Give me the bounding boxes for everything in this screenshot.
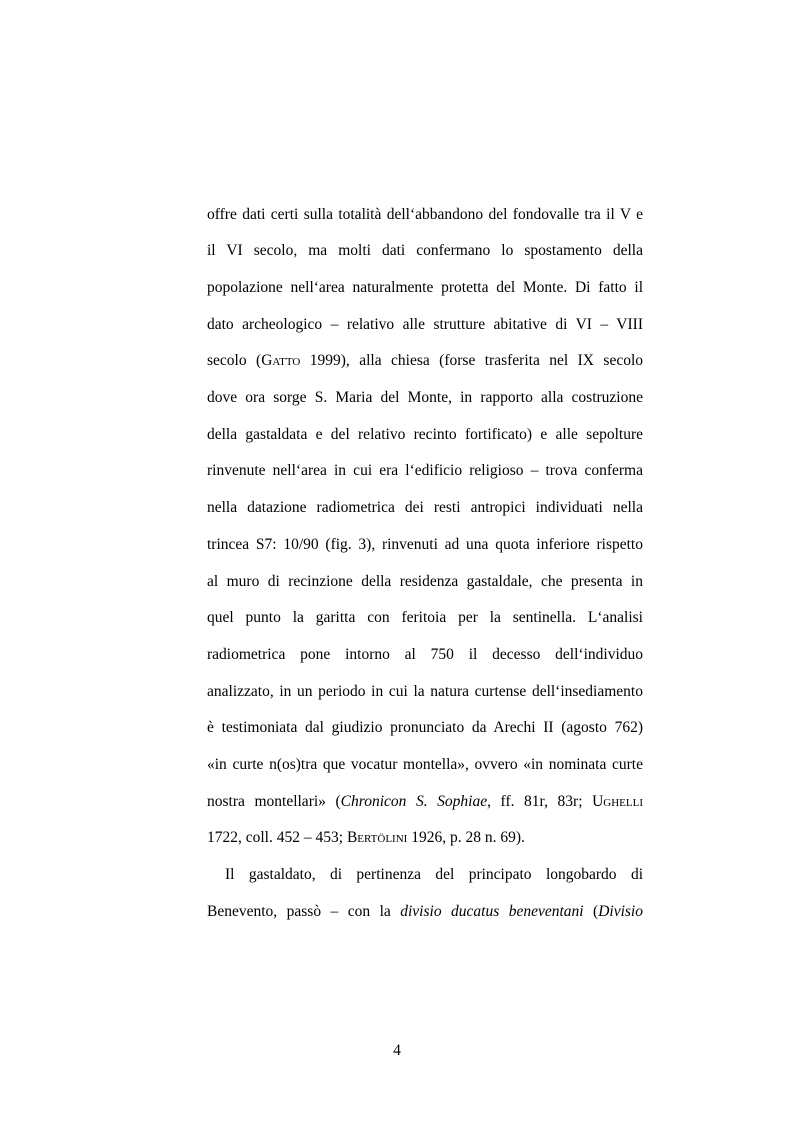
source-title: Chronicon S. Sophiae <box>340 793 488 810</box>
text-line <box>207 350 643 372</box>
text-line: nella datazione radiometrica dei resti antropici individuati nella <box>207 499 643 516</box>
text-line <box>207 791 643 813</box>
author-citation: Bertölini <box>346 829 408 846</box>
text-line: al muro di recinzione della residenza gastaldale, che presenta in <box>207 573 643 590</box>
latin-term: divisio ducatus beneventani <box>400 903 584 920</box>
text-segment: , ff. 81r, 83r; <box>487 793 593 810</box>
text-line: dove ora sorge S. Maria del Monte, in rapporto alla costruzione <box>207 389 643 406</box>
text-line: offre dati certi sulla totalità dell‘abbandono del fondovalle tra il V e <box>207 206 643 223</box>
text-line: della gastaldata e del relativo recinto fortificato) e alle sepolture <box>207 426 643 443</box>
text-line: popolazione nell‘area naturalmente protetta del Monte. Di fatto il <box>207 279 643 296</box>
text-line: analizzato, in un periodo in cui la natura curtense dell‘insediamento <box>207 683 643 700</box>
text-segment: 1722, coll. 452 – 453; <box>207 829 347 846</box>
text-segment: nostra montellari» ( <box>207 793 341 810</box>
text-segment: ( <box>583 903 599 920</box>
author-citation: Ughelli <box>592 793 643 810</box>
latin-term: Divisio <box>598 903 643 920</box>
text-segment: secolo ( <box>207 352 262 369</box>
page-number: 4 <box>393 1042 401 1059</box>
text-line: radiometrica pone intorno al 750 il decesso dell‘individuo <box>207 646 643 663</box>
paragraph-first-line: Il gastaldato, di pertinenza del principato longobardo di <box>225 866 643 883</box>
text-line: è testimoniata dal giudizio pronunciato da Arechi II (agosto 762) <box>207 719 643 736</box>
text-line: trincea S7: 10/90 (fig. 3), rinvenuti ad una quota inferiore rispetto <box>207 536 643 553</box>
text-segment: Benevento, passò – con la <box>207 903 401 920</box>
text-line <box>207 901 643 923</box>
text-line: quel punto la garitta con feritoia per la sentinella. L‘analisi <box>207 609 643 626</box>
text-line: «in curte n(os)tra que vocatur montella», ovvero «in nominata curte <box>207 756 643 773</box>
text-segment: 1999), alla chiesa (forse trasferita nel IX secolo <box>300 352 644 369</box>
text-line: dato archeologico – relativo alle strutture abitative di VI – VIII <box>207 316 643 333</box>
text-line: il VI secolo, ma molti dati confermano lo spostamento della <box>207 242 643 259</box>
text-line: rinvenute nell‘area in cui era l‘edificio religioso – trova conferma <box>207 462 643 479</box>
text-segment: 1926, p. 28 n. 69). <box>407 829 525 846</box>
text-line <box>207 827 643 849</box>
author-citation: Gatto <box>261 352 301 369</box>
